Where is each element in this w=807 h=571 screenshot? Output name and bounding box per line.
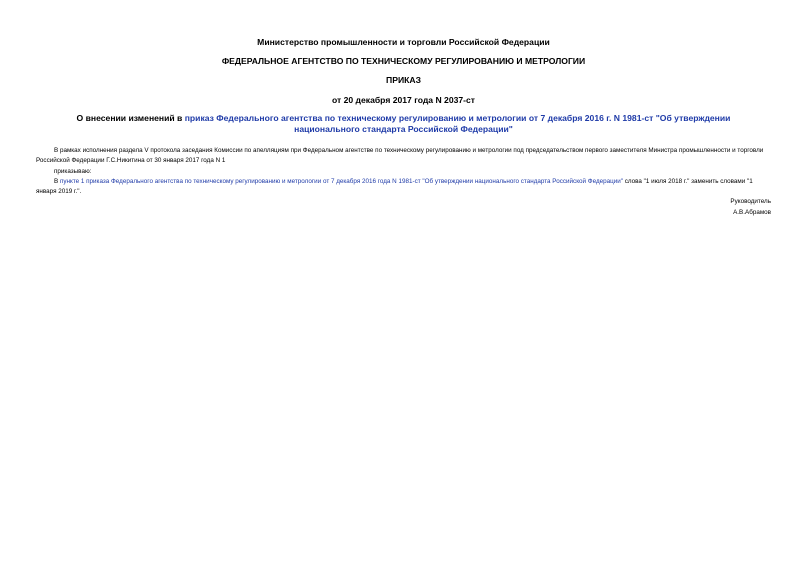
document-date-number: от 20 декабря 2017 года N 2037-ст bbox=[331, 95, 476, 105]
paragraph-basis: В рамках исполнения раздела V протокола заседания Комиссии по апелляциям при Федеральном агентстве по техническому регулированию и метрологии под председательством первого заместителя Министра промышленности и торговли Российской Федерации Г.С.Никитина от 30 января 2017 года N 1 bbox=[36, 147, 764, 164]
paragraph-change bbox=[36, 177, 771, 197]
change-prefix: В bbox=[54, 178, 60, 185]
signatory-position: Руководитель bbox=[730, 198, 771, 205]
subject-link[interactable]: приказ Федерального агентства по техническому регулированию и метрологии от 7 декабря 2016 г. N 1981-ст "Об утверждении национального стандарта Российской Федерации" bbox=[184, 113, 731, 134]
change-suffix: слова "1 июля 2018 г." заменить словами "1 января 2019 г.". bbox=[36, 178, 753, 195]
change-link[interactable]: пункте 1 приказа Федерального агентства по техническому регулированию и метрологии от 7 декабря 2016 года N 1981-ст "Об утверждении национального стандарта Российской Федерации" bbox=[59, 178, 624, 185]
paragraph-order: приказываю: bbox=[54, 168, 92, 175]
subject-prefix: О внесении изменений в bbox=[76, 113, 185, 123]
agency-heading: ФЕДЕРАЛЬНОЕ АГЕНТСТВО ПО ТЕХНИЧЕСКОМУ РЕГУЛИРОВАНИЮ И МЕТРОЛОГИИ bbox=[221, 56, 586, 66]
ministry-heading: Министерство промышленности и торговли Российской Федерации bbox=[257, 37, 550, 47]
document-subject bbox=[56, 113, 751, 135]
signatory-name: А.В.Абрамов bbox=[733, 209, 771, 216]
document-type: ПРИКАЗ bbox=[386, 75, 421, 85]
